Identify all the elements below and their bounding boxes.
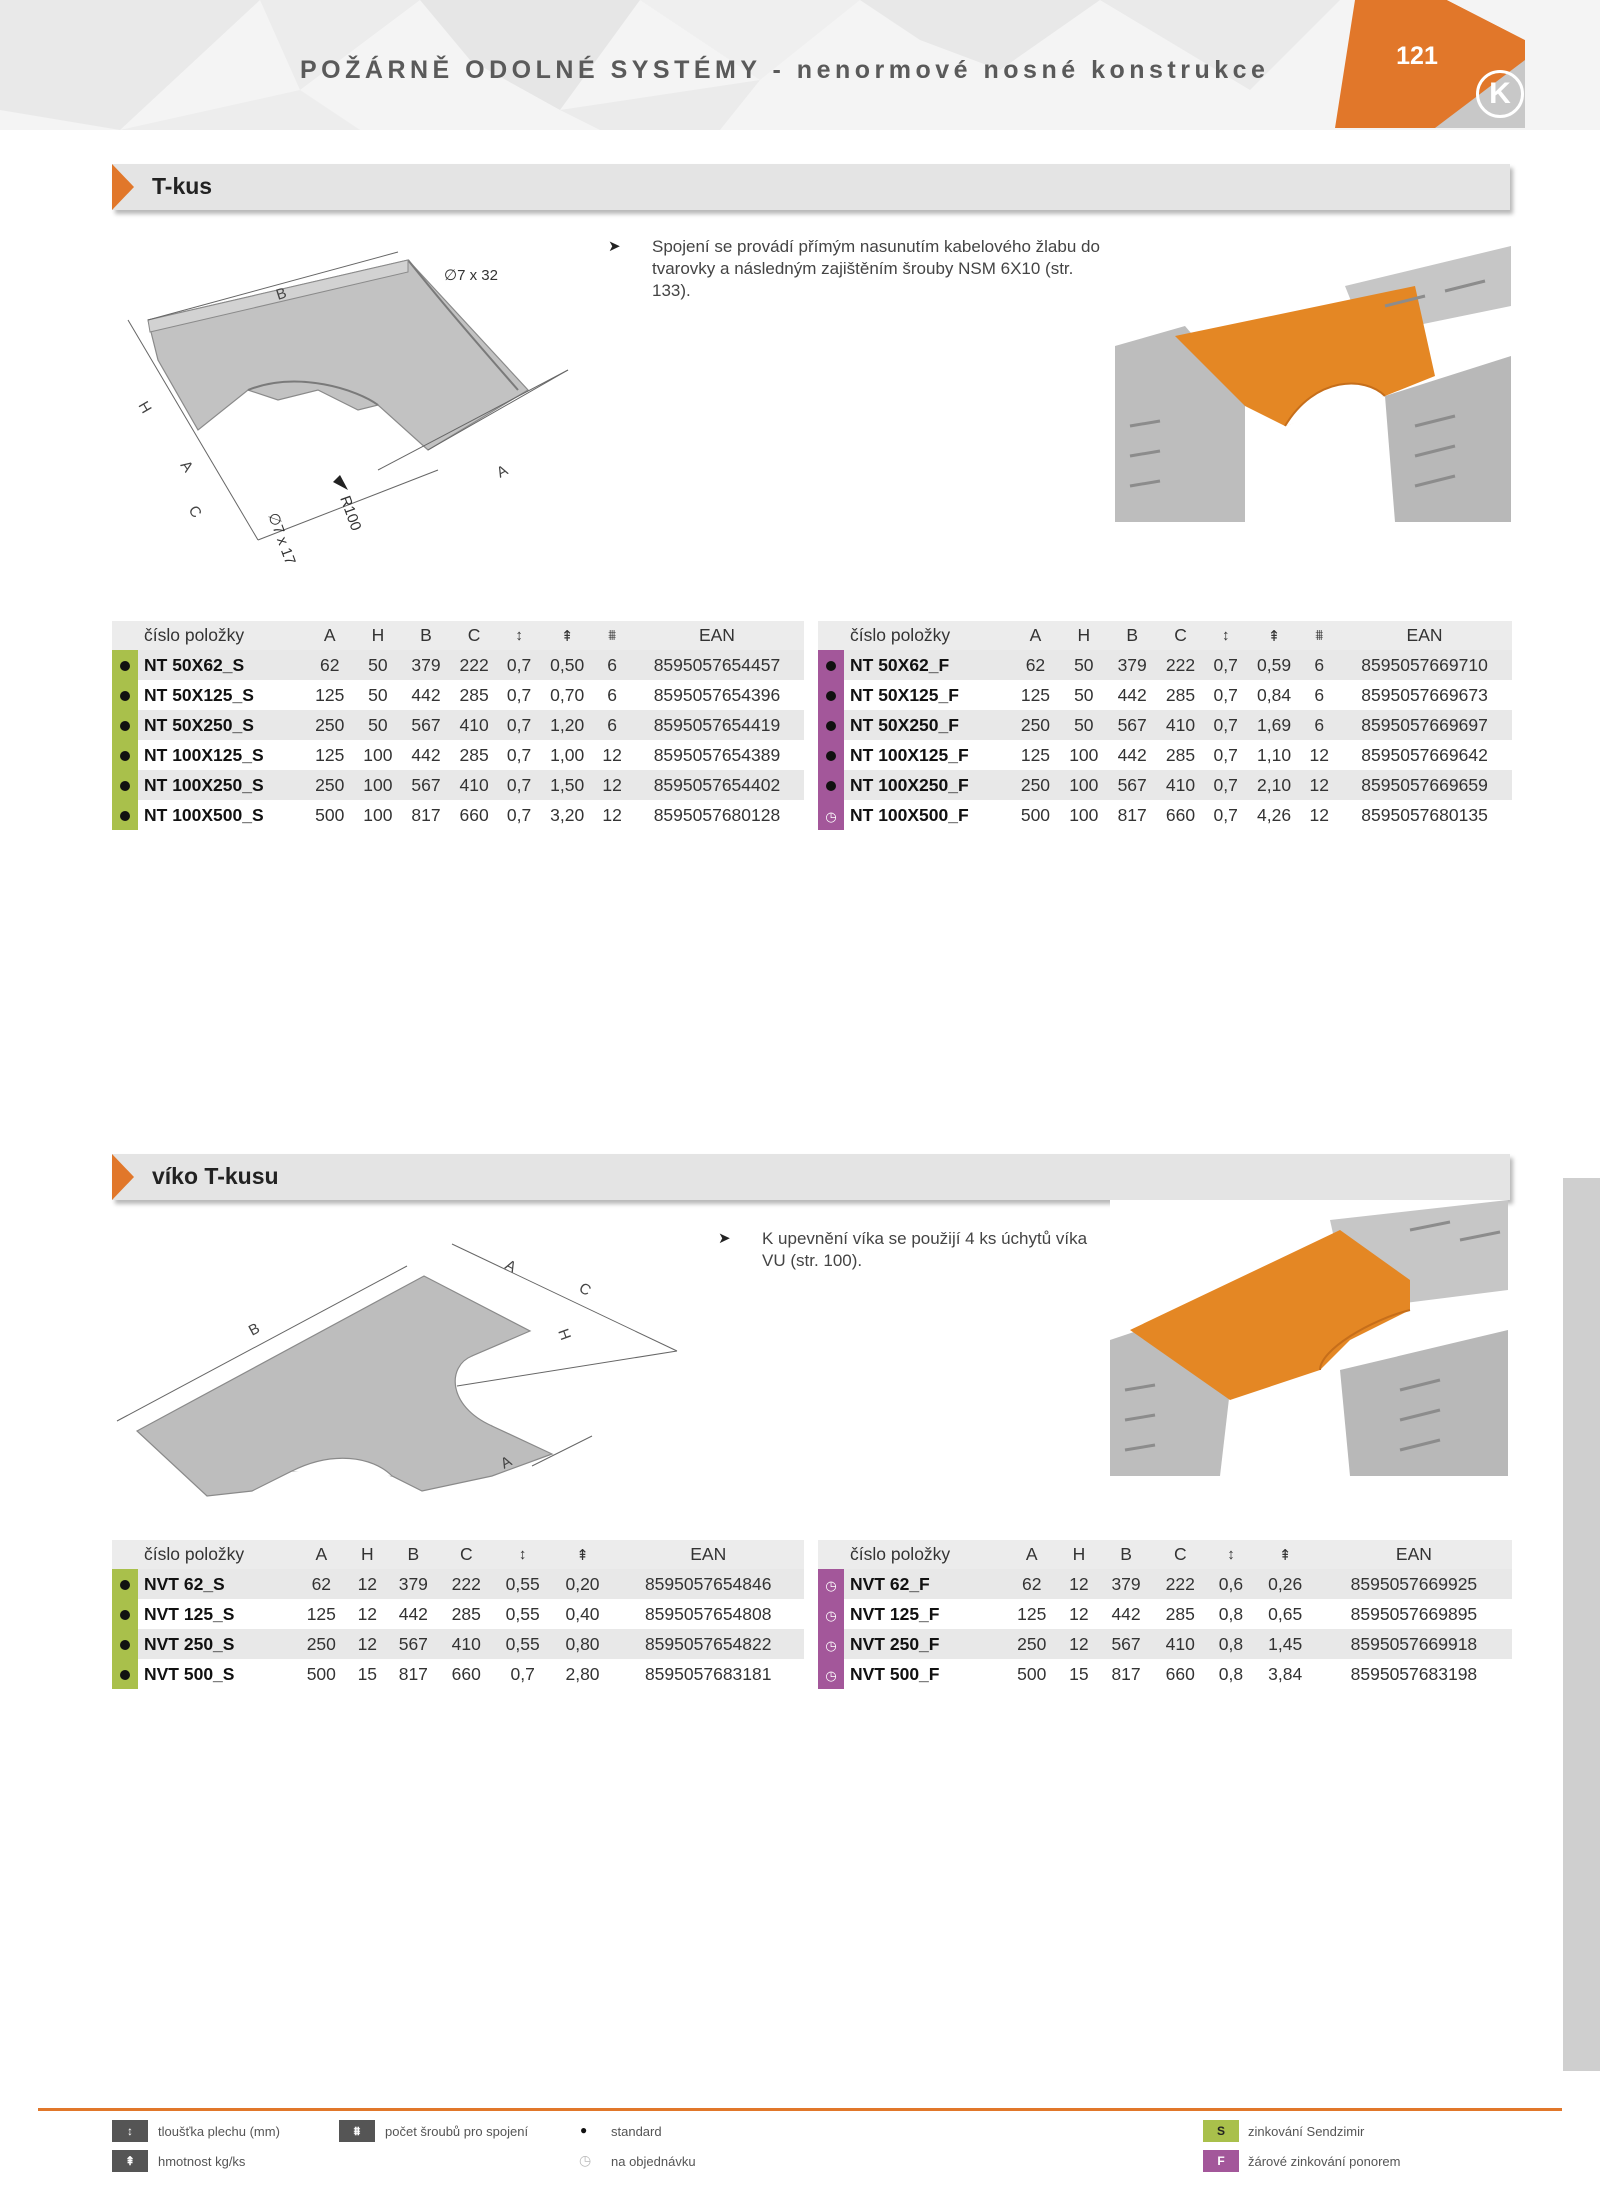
header-title: POŽÁRNĚ ODOLNÉ SYSTÉMY - nenormové nosné konstrukce xyxy=(300,56,1270,84)
cell-h: 100 xyxy=(1060,770,1108,800)
cover-drawing xyxy=(112,1236,692,1506)
cell-ean: 8595057654402 xyxy=(630,770,804,800)
cell-b: 567 xyxy=(1108,710,1156,740)
cell-a: 125 xyxy=(306,740,354,770)
cell-b: 442 xyxy=(387,1599,440,1629)
cell-h: 50 xyxy=(354,680,402,710)
col-header-code: číslo položky xyxy=(844,1540,1005,1569)
company-logo: K xyxy=(1476,70,1524,118)
standard-dot-icon xyxy=(818,740,844,770)
cell-n: 6 xyxy=(594,650,630,680)
t-kus-note: ➤ Spojení se provádí přímým nasunutím kabelového žlabu do tvarovky a následným zajištěním šrouby NSM 6X10 (str. 133). xyxy=(608,237,1100,300)
cell-ean: 8595057654396 xyxy=(630,680,804,710)
standard-dot-icon xyxy=(112,1599,138,1629)
cell-w: 3,20 xyxy=(540,800,594,830)
cell-a: 62 xyxy=(306,650,354,680)
legend-weight: hmotnost kg/ks xyxy=(158,2154,246,2169)
cell-t: 0,55 xyxy=(493,1569,553,1599)
cell-w: 0,65 xyxy=(1255,1599,1316,1629)
cell-code: NT 100X500_S xyxy=(138,800,306,830)
cell-ean: 8595057654822 xyxy=(612,1629,804,1659)
cell-a: 62 xyxy=(1005,1569,1059,1599)
section-arrow-icon xyxy=(112,164,134,210)
cell-t: 0,7 xyxy=(1205,770,1247,800)
cell-a: 500 xyxy=(306,800,354,830)
dim-label-h: H xyxy=(554,1326,574,1343)
cell-b: 567 xyxy=(387,1629,440,1659)
standard-dot-icon xyxy=(112,800,138,830)
cell-a: 250 xyxy=(306,710,354,740)
cell-c: 285 xyxy=(450,740,498,770)
table-row xyxy=(112,1599,804,1629)
cell-b: 442 xyxy=(402,680,450,710)
col-header-code: číslo položky xyxy=(138,1540,295,1569)
cell-ean: 8595057669673 xyxy=(1337,680,1512,710)
cell-n: 12 xyxy=(1301,770,1337,800)
cell-ean: 8595057654846 xyxy=(612,1569,804,1599)
cell-w: 1,00 xyxy=(540,740,594,770)
dim-label-hole2: ∅7 x 17 xyxy=(264,510,299,568)
legend-standard: standard xyxy=(611,2124,662,2139)
cell-b: 379 xyxy=(387,1569,440,1599)
cell-ean: 8595057669659 xyxy=(1337,770,1512,800)
table-row xyxy=(112,1659,804,1689)
cell-n: 6 xyxy=(594,710,630,740)
cell-t: 0,7 xyxy=(498,710,540,740)
legend-f-label: žárové zinkování ponorem xyxy=(1248,2154,1401,2169)
table-row xyxy=(818,740,1512,770)
cell-code: NT 50X62_S xyxy=(138,650,306,680)
screws-icon: ⩩ xyxy=(1301,621,1337,650)
viko-table-s: číslo položky A H B C ↕ ⇞ EAN NVT 62_S 62 12 379 222 0,55 0,20 8595057654846 NVT 125_S 125 12 442 285 0,55 0,40 8595057654808 NVT 250_S 250 12 567 410 0,55 0,80 8595057654822 NVT 500_S 500 15 817 660 0,7 2,80 8595057683181 xyxy=(112,1540,804,1689)
cell-c: 660 xyxy=(1156,800,1204,830)
cell-c: 285 xyxy=(1153,1599,1207,1629)
table-row xyxy=(818,710,1512,740)
page-number: 121 xyxy=(1396,42,1438,70)
dim-label-b: B xyxy=(273,284,289,304)
cell-t: 0,7 xyxy=(1205,680,1247,710)
col-header-code: číslo položky xyxy=(138,621,306,650)
cell-h: 100 xyxy=(354,770,402,800)
standard-dot-icon xyxy=(818,650,844,680)
cell-code: NT 100X125_F xyxy=(844,740,1011,770)
table-row xyxy=(112,650,804,680)
cell-t: 0,6 xyxy=(1207,1569,1254,1599)
table-row xyxy=(112,710,804,740)
weight-icon: ⇞ xyxy=(1247,621,1302,650)
cell-w: 0,26 xyxy=(1255,1569,1316,1599)
cell-t: 0,7 xyxy=(498,770,540,800)
cell-t: 0,55 xyxy=(493,1629,553,1659)
legend-screws-icon: ⩩ xyxy=(339,2120,375,2142)
cell-c: 285 xyxy=(1156,740,1204,770)
cell-b: 817 xyxy=(1099,1659,1153,1689)
table-row xyxy=(112,1569,804,1599)
cell-a: 500 xyxy=(295,1659,348,1689)
cell-n: 12 xyxy=(594,740,630,770)
cell-n: 12 xyxy=(594,800,630,830)
legend-order-icon: ◷ xyxy=(579,2152,592,2168)
section-title: T-kus xyxy=(152,173,213,199)
cell-a: 250 xyxy=(306,770,354,800)
cell-a: 250 xyxy=(1005,1629,1059,1659)
cell-t: 0,7 xyxy=(1205,650,1247,680)
standard-dot-icon xyxy=(112,650,138,680)
dim-label-b: B xyxy=(245,1319,263,1340)
dim-label-radius: R100 xyxy=(336,493,365,534)
cell-a: 125 xyxy=(295,1599,348,1629)
cell-n: 6 xyxy=(1301,680,1337,710)
cell-ean: 8595057654389 xyxy=(630,740,804,770)
cell-code: NT 100X500_F xyxy=(844,800,1011,830)
cell-c: 660 xyxy=(450,800,498,830)
t-kus-table-f: číslo položky A H B C ↕ ⇞ ⩩ EAN NT 50X62_F 62 50 379 222 0,7 0,59 6 8595057669710 NT 50X125_F 125 50 442 285 0,7 0,84 6 8595057669673 NT 50X250_F 250 50 567 410 0,7 1,69 6 8595057669697 NT 100X125_F 125 100 442 285 0,7 1,10 12 8595057669642 NT 100X250_F 250 100 567 410 0,7 2,10 12 8595057669659 ◷ NT 100X500_F 500 100 817 660 0,7 4,26 12 8595057680135 xyxy=(818,621,1512,830)
cell-code: NT 100X250_F xyxy=(844,770,1011,800)
legend-s-label: zinkování Sendzimir xyxy=(1248,2124,1365,2139)
cell-a: 250 xyxy=(1011,710,1059,740)
cell-c: 410 xyxy=(440,1629,493,1659)
table-row xyxy=(818,680,1512,710)
cell-n: 6 xyxy=(1301,650,1337,680)
table-row xyxy=(112,800,804,830)
cell-h: 50 xyxy=(1060,650,1108,680)
table-row xyxy=(112,680,804,710)
cell-n: 12 xyxy=(1301,740,1337,770)
cell-b: 567 xyxy=(1099,1629,1153,1659)
cell-code: NT 50X250_S xyxy=(138,710,306,740)
cell-w: 1,10 xyxy=(1247,740,1302,770)
cell-ean: 8595057669895 xyxy=(1316,1599,1512,1629)
cell-a: 62 xyxy=(295,1569,348,1599)
cell-code: NVT 500_S xyxy=(138,1659,295,1689)
dim-label-hole1: ∅7 x 32 xyxy=(444,267,498,284)
standard-dot-icon xyxy=(112,710,138,740)
cell-w: 2,80 xyxy=(553,1659,613,1689)
cell-w: 0,20 xyxy=(553,1569,613,1599)
bullet-arrow-icon: ➤ xyxy=(608,238,621,255)
cell-code: NT 50X125_F xyxy=(844,680,1011,710)
cell-a: 250 xyxy=(1011,770,1059,800)
cell-b: 379 xyxy=(1108,650,1156,680)
cell-c: 222 xyxy=(450,650,498,680)
cell-t: 0,55 xyxy=(493,1599,553,1629)
section-arrow-icon xyxy=(112,1154,134,1200)
cell-a: 62 xyxy=(1011,650,1059,680)
standard-dot-icon xyxy=(112,740,138,770)
cell-a: 125 xyxy=(306,680,354,710)
cell-h: 100 xyxy=(354,740,402,770)
cell-c: 222 xyxy=(1156,650,1204,680)
cell-h: 50 xyxy=(1060,680,1108,710)
cell-c: 222 xyxy=(440,1569,493,1599)
cell-c: 222 xyxy=(1153,1569,1207,1599)
cell-n: 12 xyxy=(594,770,630,800)
t-piece-drawing xyxy=(108,240,588,570)
cell-w: 1,45 xyxy=(1255,1629,1316,1659)
cell-c: 285 xyxy=(450,680,498,710)
standard-dot-icon xyxy=(112,680,138,710)
table-row xyxy=(818,1659,1512,1689)
standard-dot-icon xyxy=(112,1629,138,1659)
cell-b: 442 xyxy=(1099,1599,1153,1629)
dim-label-a2: A xyxy=(493,461,511,482)
standard-dot-icon xyxy=(818,710,844,740)
cell-b: 817 xyxy=(402,800,450,830)
footer-divider xyxy=(38,2108,1562,2111)
cell-w: 0,84 xyxy=(1247,680,1302,710)
cell-c: 410 xyxy=(450,710,498,740)
cell-b: 567 xyxy=(1108,770,1156,800)
legend-f-badge: F xyxy=(1203,2150,1239,2172)
cell-code: NVT 250_S xyxy=(138,1629,295,1659)
cell-ean: 8595057669697 xyxy=(1337,710,1512,740)
cell-ean: 8595057680128 xyxy=(630,800,804,830)
cell-b: 567 xyxy=(402,710,450,740)
thickness-icon: ↕ xyxy=(1207,1540,1254,1569)
cell-c: 410 xyxy=(1156,710,1204,740)
dim-label-a1: A xyxy=(176,457,197,476)
cell-ean: 8595057669710 xyxy=(1337,650,1512,680)
table-row xyxy=(818,1599,1512,1629)
cell-h: 12 xyxy=(1059,1629,1099,1659)
on-order-icon: ◷ xyxy=(818,1659,844,1689)
cell-b: 442 xyxy=(1108,740,1156,770)
dim-label-a1: A xyxy=(502,1256,519,1277)
cell-c: 410 xyxy=(1153,1629,1207,1659)
cell-ean: 8595057669925 xyxy=(1316,1569,1512,1599)
legend-standard-icon: ● xyxy=(580,2123,588,2137)
cell-code: NVT 250_F xyxy=(844,1629,1005,1659)
cell-ean: 8595057683181 xyxy=(612,1659,804,1689)
cell-b: 567 xyxy=(402,770,450,800)
section-bar-viko xyxy=(112,1154,1510,1200)
cell-code: NVT 125_F xyxy=(844,1599,1005,1629)
t-piece-photo xyxy=(1115,226,1511,522)
cell-h: 50 xyxy=(354,710,402,740)
legend-thickness: tloušťka plechu (mm) xyxy=(158,2124,280,2139)
cell-ean: 8595057654457 xyxy=(630,650,804,680)
cell-a: 125 xyxy=(1005,1599,1059,1629)
table-row xyxy=(818,770,1512,800)
cell-h: 12 xyxy=(348,1569,387,1599)
cell-b: 442 xyxy=(1108,680,1156,710)
cell-w: 0,50 xyxy=(540,650,594,680)
cover-photo xyxy=(1110,1200,1508,1476)
cell-w: 1,50 xyxy=(540,770,594,800)
table-row xyxy=(818,800,1512,830)
cell-n: 6 xyxy=(1301,710,1337,740)
legend-weight-icon: ⇞ xyxy=(112,2150,148,2172)
cell-w: 1,20 xyxy=(540,710,594,740)
section-title: víko T-kusu xyxy=(152,1163,279,1189)
cell-t: 0,7 xyxy=(1205,740,1247,770)
cell-c: 410 xyxy=(450,770,498,800)
weight-icon: ⇞ xyxy=(1255,1540,1316,1569)
cell-a: 250 xyxy=(295,1629,348,1659)
cell-h: 100 xyxy=(1060,800,1108,830)
cell-code: NVT 62_F xyxy=(844,1569,1005,1599)
cell-code: NVT 500_F xyxy=(844,1659,1005,1689)
cell-h: 12 xyxy=(348,1599,387,1629)
col-header-code: číslo položky xyxy=(844,621,1011,650)
cell-w: 1,69 xyxy=(1247,710,1302,740)
cell-t: 0,8 xyxy=(1207,1629,1254,1659)
table-row xyxy=(112,770,804,800)
cell-code: NT 100X125_S xyxy=(138,740,306,770)
cell-h: 15 xyxy=(1059,1659,1099,1689)
table-row xyxy=(818,650,1512,680)
on-order-icon: ◷ xyxy=(818,1569,844,1599)
cell-h: 50 xyxy=(1060,710,1108,740)
cell-c: 660 xyxy=(1153,1659,1207,1689)
cell-h: 12 xyxy=(348,1629,387,1659)
cell-a: 125 xyxy=(1011,740,1059,770)
viko-table-f: číslo položky A H B C ↕ ⇞ EAN ◷ NVT 62_F 62 12 379 222 0,6 0,26 8595057669925 ◷ NVT 125_F 125 12 442 285 0,8 0,65 8595057669895 ◷ NVT 250_F 250 12 567 410 0,8 1,45 8595057669918 ◷ NVT 500_F 500 15 817 660 0,8 3,84 8595057683198 xyxy=(818,1540,1512,1689)
dim-label-a2: A xyxy=(497,1452,515,1473)
cell-b: 379 xyxy=(1099,1569,1153,1599)
cell-code: NT 50X62_F xyxy=(844,650,1011,680)
cell-b: 442 xyxy=(402,740,450,770)
cell-code: NT 50X250_F xyxy=(844,710,1011,740)
weight-icon: ⇞ xyxy=(553,1540,613,1569)
cell-w: 0,59 xyxy=(1247,650,1302,680)
cell-t: 0,7 xyxy=(493,1659,553,1689)
viko-note: ➤ K upevnění víka se použijí 4 ks úchytů víka VU (str. 100). xyxy=(718,1229,1088,1270)
cell-b: 379 xyxy=(402,650,450,680)
thickness-icon: ↕ xyxy=(1205,621,1247,650)
standard-dot-icon xyxy=(818,770,844,800)
legend-screws: počet šroubů pro spojení xyxy=(385,2124,529,2139)
legend-thickness-icon: ↕ xyxy=(112,2120,148,2142)
cell-ean: 8595057654419 xyxy=(630,710,804,740)
cell-w: 3,84 xyxy=(1255,1659,1316,1689)
screws-icon: ⩩ xyxy=(594,621,630,650)
cell-t: 0,8 xyxy=(1207,1659,1254,1689)
cell-code: NVT 125_S xyxy=(138,1599,295,1629)
on-order-icon: ◷ xyxy=(818,1599,844,1629)
cell-a: 125 xyxy=(1011,680,1059,710)
table-row xyxy=(112,740,804,770)
legend-s-badge: S xyxy=(1203,2120,1239,2142)
table-row xyxy=(112,1629,804,1659)
cell-t: 0,7 xyxy=(1205,800,1247,830)
page-side-strip xyxy=(1563,1178,1600,2071)
cell-b: 817 xyxy=(387,1659,440,1689)
dim-label-c: C xyxy=(184,502,205,522)
cell-h: 50 xyxy=(354,650,402,680)
standard-dot-icon xyxy=(818,680,844,710)
standard-dot-icon xyxy=(112,1659,138,1689)
cell-code: NT 50X125_S xyxy=(138,680,306,710)
cell-w: 0,70 xyxy=(540,680,594,710)
cell-h: 100 xyxy=(1060,740,1108,770)
cell-w: 4,26 xyxy=(1247,800,1302,830)
cell-h: 100 xyxy=(354,800,402,830)
cell-c: 410 xyxy=(1156,770,1204,800)
dim-label-c: C xyxy=(576,1279,594,1300)
table-row xyxy=(818,1569,1512,1599)
cell-a: 500 xyxy=(1005,1659,1059,1689)
cell-w: 0,80 xyxy=(553,1629,613,1659)
legend-order: na objednávku xyxy=(611,2154,696,2169)
cell-t: 0,7 xyxy=(498,740,540,770)
cell-ean: 8595057680135 xyxy=(1337,800,1512,830)
cell-t: 0,7 xyxy=(498,800,540,830)
cell-code: NT 100X250_S xyxy=(138,770,306,800)
cell-c: 285 xyxy=(440,1599,493,1629)
cell-t: 0,7 xyxy=(1205,710,1247,740)
cell-h: 12 xyxy=(1059,1569,1099,1599)
cell-b: 817 xyxy=(1108,800,1156,830)
thickness-icon: ↕ xyxy=(493,1540,553,1569)
thickness-icon: ↕ xyxy=(498,621,540,650)
cell-w: 0,40 xyxy=(553,1599,613,1629)
standard-dot-icon xyxy=(112,770,138,800)
dim-label-h: H xyxy=(134,398,155,417)
section-bar-t-kus xyxy=(112,164,1510,210)
cell-t: 0,7 xyxy=(498,650,540,680)
t-kus-table-s: číslo položky A H B C ↕ ⇞ ⩩ EAN NT 50X62_S 62 50 379 222 0,7 0,50 6 8595057654457 NT 50X125_S 125 50 442 285 0,7 0,70 6 8595057654396 NT 50X250_S 250 50 567 410 0,7 1,20 6 8595057654419 NT 100X125_S 125 100 442 285 0,7 1,00 12 8595057654389 NT 100X250_S 250 100 567 410 0,7 1,50 12 8595057654402 NT 100X500_S 500 100 817 660 0,7 3,20 12 8595057680128 xyxy=(112,621,804,830)
cell-n: 12 xyxy=(1301,800,1337,830)
table-row xyxy=(818,1629,1512,1659)
cell-h: 12 xyxy=(1059,1599,1099,1629)
on-order-icon: ◷ xyxy=(818,1629,844,1659)
cell-n: 6 xyxy=(594,680,630,710)
cell-ean: 8595057654808 xyxy=(612,1599,804,1629)
cell-ean: 8595057683198 xyxy=(1316,1659,1512,1689)
cell-a: 500 xyxy=(1011,800,1059,830)
standard-dot-icon xyxy=(112,1569,138,1599)
weight-icon: ⇞ xyxy=(540,621,594,650)
bullet-arrow-icon: ➤ xyxy=(718,1230,731,1247)
cell-code: NVT 62_S xyxy=(138,1569,295,1599)
cell-ean: 8595057669918 xyxy=(1316,1629,1512,1659)
on-order-icon: ◷ xyxy=(818,800,844,830)
cell-t: 0,8 xyxy=(1207,1599,1254,1629)
cell-c: 285 xyxy=(1156,680,1204,710)
cell-h: 15 xyxy=(348,1659,387,1689)
cell-c: 660 xyxy=(440,1659,493,1689)
cell-t: 0,7 xyxy=(498,680,540,710)
cell-ean: 8595057669642 xyxy=(1337,740,1512,770)
cell-w: 2,10 xyxy=(1247,770,1302,800)
